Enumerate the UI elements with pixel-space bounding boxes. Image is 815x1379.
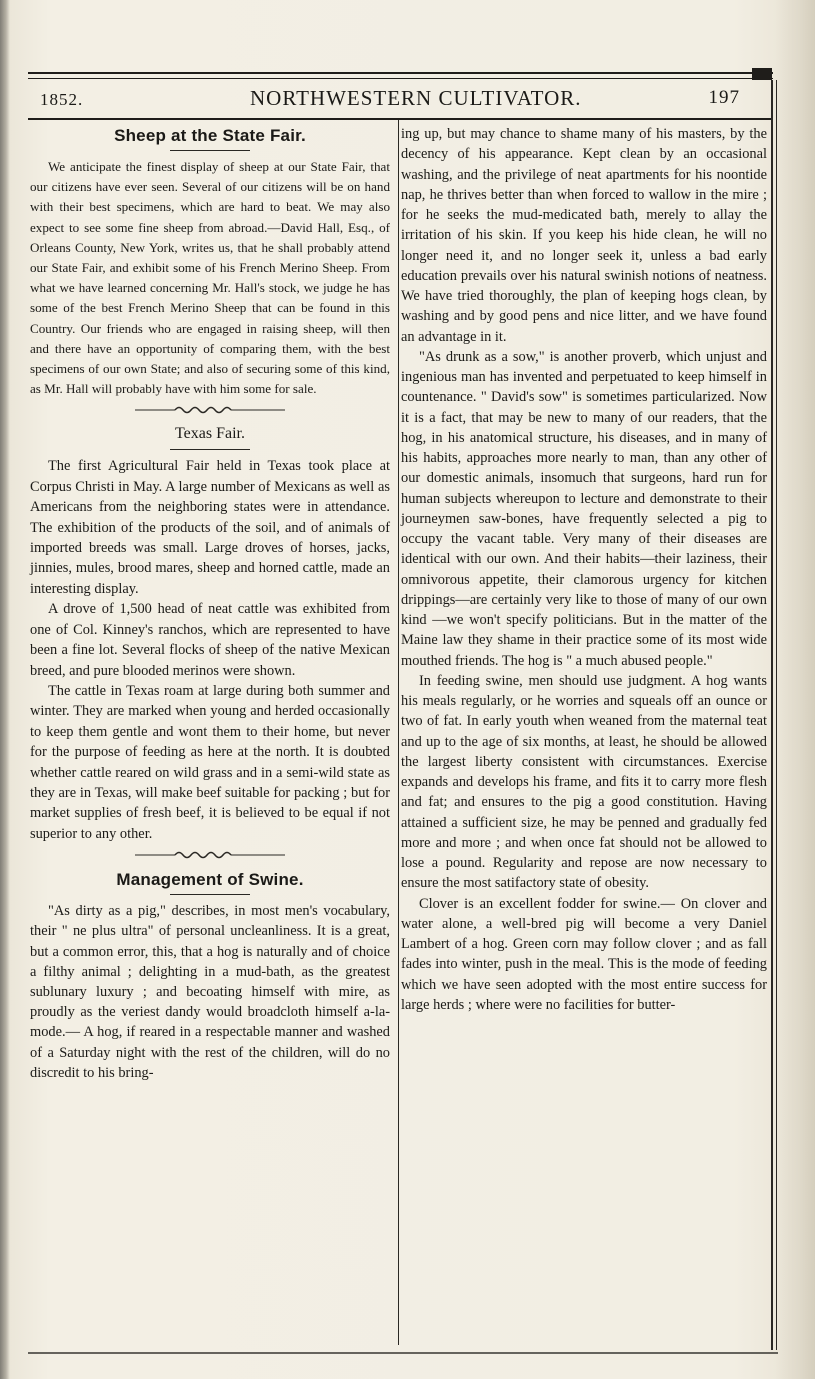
page-edge-shadow-right xyxy=(775,0,815,1379)
header-rule xyxy=(28,118,773,120)
right-border-rule-thin xyxy=(776,80,777,1350)
article-paragraph: "As drunk as a sow," is another proverb, which unjust and ingenious man has invented and perpetuated to keep himself in countenance. " David's sow" is sometimes particularized. Now it is a fact, that may be new to many of our readers, that the hog, in his anatomical structure, his diseases, and in many of his habits, approaches more nearly to man, than any other of our domestic animals, insomuch that surgeons, hard run for human subjects whereupon to lecture and demonstrate to their journeymen saw-bones, have frequently selected a pig to occupy the vacant table. Very many of their diseases are identical with our own. And their habits—their laziness, their omnivorous appetite, their clamorous urgency for kitchen drippings—are certainly very like to those of many of our own kind —we won't specify politicians. But in the matter of the Maine law they shame in their practice some of its most wide mouthed friends. The hog is " a much abused people." xyxy=(401,348,767,669)
article-title: Sheep at the State Fair. xyxy=(114,126,306,145)
title-underline xyxy=(170,150,250,151)
article-paragraph: ing up, but may chance to shame many of his masters, by the decency of his appearance. Kept clean by an occasional washing, and the privilege of neat apartments for his noontide nap, he thrives better than when forced to wallow in the mire ; for he seeks the mud-medicated bath, merely to allay the irritation of his skin. If you keep his hide clean, he will no longer need it, and no longer seek it, unless a bad early education prevails over his natural swinish notions of neatness. We have tried thoroughly, the plan of keeping hogs clean, by washing and by good pens and nice litter, and we have found an advantage in it. xyxy=(401,126,767,345)
page-edge-shadow-left xyxy=(0,0,10,1379)
top-rule xyxy=(28,72,773,74)
article-paragraph: In feeding swine, men should use judgment. A hog wants his meals regularly, or he worries and squeals off an ounce or two of fat. In early youth when weaned from the maternal teat and up to the age of six months, at least, he should be allowed the largest liberty consistent with circumstances. Exercise expands and develops his frame, and fits it to carry more flesh and fat; and ensures to the pig a good constitution. Having attained a sufficient size, he may be penned and gradually fed more and more ; and when once fat should not be allowed to lose a pound. Regularity and repose are now necessary to ensure the most satifactory state of obesity. xyxy=(401,672,767,892)
article-paragraph: We anticipate the finest display of sheep at our State Fair, that our citizens have ever seen. Several of our citizens will be on hand with their best specimens, which are hard to beat. We may also expect to see some fine sheep from abroad.—David Hall, Esq., of Orleans County, New York, writes us, that he shall probably attend our State Fair, and exhibit some of his French Merino Sheep. From what we have learned concerning Mr. Hall's stock, we judge he has some of the best French Merino Sheep that can be found in this Country. Our friends who are engaged in raising sheep, will then and there have an opportunity of comparing them, with the best specimens of our own State; and also of securing some of this kind, as Mr. Hall will probably have with him some for sale. xyxy=(30,159,390,397)
article-swine xyxy=(30,870,390,1083)
header-ornament xyxy=(752,68,772,80)
article-texas xyxy=(30,425,390,844)
section-divider-ornament xyxy=(125,850,295,864)
article-paragraph: "As dirty as a pig," describes, in most men's vocabulary, their " ne plus ultra" of personal uncleanliness. It is a great, but a common error, this, that a hog is naturally and of choice a filthy animal ; delighting in a mud-bath, as the greatest sublunary luxury ; and becoating himself with mire, as proudly as the veriest dandy would broadcloth himself a-la-mode.— A hog, if reared in a respectable manner and washed of a Saturday night with the rest of the children, will do no discredit to his bring- xyxy=(30,903,390,1081)
title-underline xyxy=(170,894,250,895)
article-title: Management of Swine. xyxy=(116,870,304,890)
left-column xyxy=(30,124,390,1083)
running-header xyxy=(40,86,750,114)
article-paragraph: The cattle in Texas roam at large during both summer and winter. They are marked when young and herded occasionally to keep them gentle and wont them to their home, but never for the purpose of feeding as here at the north. It is doubted whether cattle reared on wild grass and in a semi-wild state as they are in Texas, will make beef suitable for packing ; but for market supplies of fresh beef, it is believed to be equal if not superior to any other. xyxy=(30,682,390,842)
article-title: Texas Fair. xyxy=(175,425,245,443)
section-divider-ornament xyxy=(125,405,295,419)
publication-title: NORTHWESTERN CULTIVATOR. xyxy=(250,86,582,110)
top-rule-thin xyxy=(28,78,773,79)
article-paragraph: A drove of 1,500 head of neat cattle was exhibited from one of Col. Kinney's ranchos, which are represented to have been a fine lot. Several flocks of sheep of the native Mexican breed, and pure blooded merinos were shown. xyxy=(30,601,390,679)
title-underline xyxy=(170,449,250,450)
page-number: 197 xyxy=(708,87,740,108)
article-paragraph: The first Agricultural Fair held in Texas took place at Corpus Christi in May. A large number of Mexicans as well as Americans from the neighboring states were in attendance. The exhibition of the products of the soil, and of animals of imported breeds was small. Large droves of horses, jacks, jinnies, mules, brood mares, sheep and horned cattle, made an interesting display. xyxy=(30,458,390,597)
article-swine-continued xyxy=(401,124,767,1015)
article-paragraph: Clover is an excellent fodder for swine.— On clover and water alone, a well-bred pig will become a very Daniel Lambert of a hog. Green corn may follow clover ; and as fall fades into winter, push in the meal. This is the mode of feeding which we have seen adopted with the most entire success for large herds ; where were no facilities for butter- xyxy=(401,895,767,1013)
column-divider xyxy=(398,120,399,1345)
bottom-rule xyxy=(28,1352,778,1354)
right-border-rule xyxy=(771,80,773,1350)
article-sheep xyxy=(30,126,390,399)
header-year: 1852. xyxy=(40,90,84,109)
right-column xyxy=(401,124,767,1015)
